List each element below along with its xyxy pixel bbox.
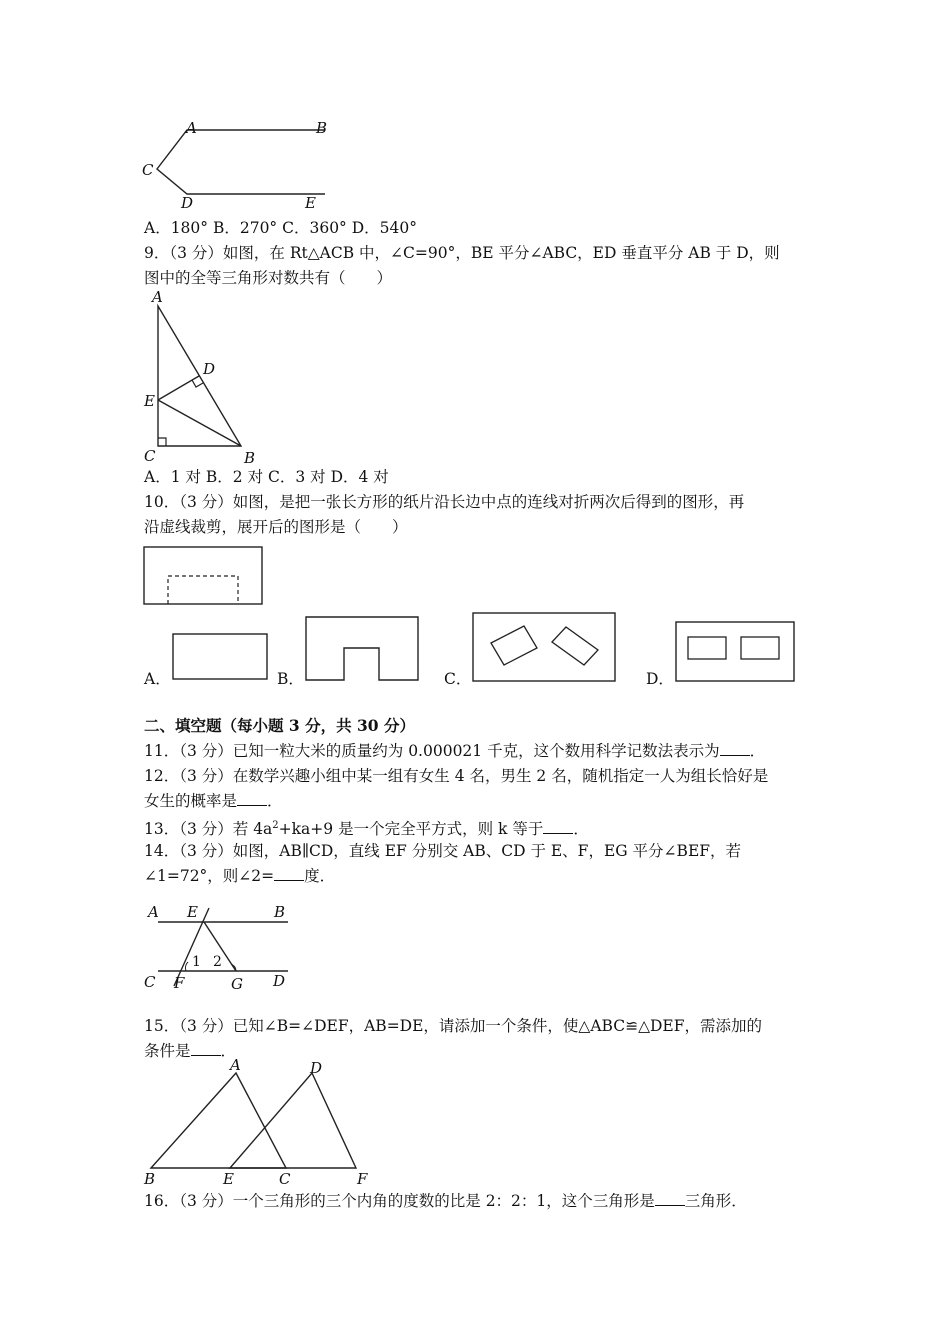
q8-polyline	[157, 130, 325, 194]
q15-triangle-def	[230, 1073, 356, 1168]
q14-label-b: B	[274, 903, 286, 921]
q14-line1: 14．（3 分）如图，AB∥CD，直线 EF 分别交 AB、CD 于 E、F，EG 平分∠BEF，若	[144, 842, 742, 860]
q9-label-e: E	[144, 392, 155, 410]
q10-option-d-label[interactable]: D．	[646, 670, 674, 688]
q14-label-c: C	[144, 973, 156, 991]
q9-line1: 9．（3 分）如图，在 Rt△ACB 中，∠C=90°，BE 平分∠ABC，ED 垂直平分 AB 于 D，则	[144, 244, 780, 262]
q13-blank[interactable]	[543, 819, 573, 834]
q15-label-a: A	[230, 1056, 241, 1074]
q15-line1: 15．（3 分）已知∠B=∠DEF，AB=DE，请添加一个条件，使△ABC≌△DEF，需添加的	[144, 1017, 762, 1035]
q15-figure	[140, 1056, 380, 1191]
q14-label-d: D	[273, 972, 286, 990]
q15-label-d: D	[310, 1059, 323, 1077]
q14-label-1: 1	[192, 954, 201, 970]
q10-line2: 沿虚线裁剪，展开后的图形是（ ）	[144, 518, 408, 536]
q9-label-a: A	[152, 288, 163, 306]
q14-figure	[140, 900, 300, 995]
q8-label-e: E	[305, 194, 316, 212]
q8-label-a: A	[186, 119, 197, 137]
q14-label-e: E	[187, 903, 198, 921]
q9-figure	[140, 288, 270, 468]
q16-blank[interactable]	[655, 1191, 685, 1206]
q14-label-2: 2	[213, 954, 222, 970]
q8-label-d: D	[181, 194, 194, 212]
q10-option-a-figure[interactable]	[172, 633, 270, 681]
q14-label-a: A	[148, 903, 159, 921]
section2-title: 二、填空题（每小题 3 分，共 30 分）	[144, 716, 415, 735]
q8-options: A．180° B．270° C．360° D．540°	[144, 219, 417, 237]
q10-option-c-label[interactable]: C．	[444, 670, 472, 688]
q14-label-f: F	[174, 974, 185, 992]
q15-label-e: E	[223, 1170, 234, 1188]
q12-line1: 12．（3 分）在数学兴趣小组中某一组有女生 4 名，男生 2 名，随机指定一人为组长恰好是	[144, 767, 769, 785]
q10-folded-figure	[143, 546, 265, 606]
q10-option-c-figure[interactable]	[472, 612, 618, 683]
q10-option-d-figure[interactable]	[675, 621, 797, 683]
q8-figure	[140, 118, 340, 213]
q15-label-b: B	[144, 1170, 156, 1188]
q8-label-b: B	[316, 119, 328, 137]
q11-blank[interactable]	[720, 741, 750, 756]
q15-blank[interactable]	[191, 1041, 221, 1056]
q15-label-f: F	[357, 1170, 368, 1188]
q14-label-g: G	[231, 975, 243, 993]
q15-line2: 条件是 ．	[144, 1042, 237, 1060]
q10-option-a-label[interactable]: A．	[144, 670, 171, 688]
q9-label-d: D	[203, 360, 216, 378]
q10-line1: 10．（3 分）如图，是把一张长方形的纸片沿长边中点的连线对折两次后得到的图形，再	[144, 493, 745, 511]
q14-blank[interactable]	[274, 866, 304, 881]
q12-blank[interactable]	[237, 791, 267, 806]
q9-line2: 图中的全等三角形对数共有（ ）	[144, 269, 393, 287]
q13-text: 13．（3 分）若 $4a^2+ka+9$ 是一个完全平方式，则 k 等于 ．	[144, 820, 589, 839]
q14-line2: ∠1=72°，则∠2= 度．	[144, 867, 336, 885]
q9-label-c: C	[144, 447, 156, 465]
q10-option-b-label[interactable]: B．	[277, 670, 304, 688]
q15-label-c: C	[279, 1170, 291, 1188]
q15-triangle-abc	[151, 1073, 286, 1168]
q12-line2: 女生的概率是 ．	[144, 792, 283, 810]
q9-label-b: B	[244, 449, 256, 467]
q10-option-b-figure[interactable]	[305, 616, 421, 682]
q9-triangle	[158, 306, 241, 446]
q8-label-c: C	[142, 161, 154, 179]
q9-options: A．1 对 B．2 对 C．3 对 D．4 对	[144, 468, 389, 486]
q16-text: 16．（3 分）一个三角形的三个内角的度数的比是 2：2：1，这个三角形是 三角形．	[144, 1192, 747, 1210]
q11-text: 11．（3 分）已知一粒大米的质量约为 0.000021 千克，这个数用科学记数法表示为 ．	[144, 742, 766, 760]
